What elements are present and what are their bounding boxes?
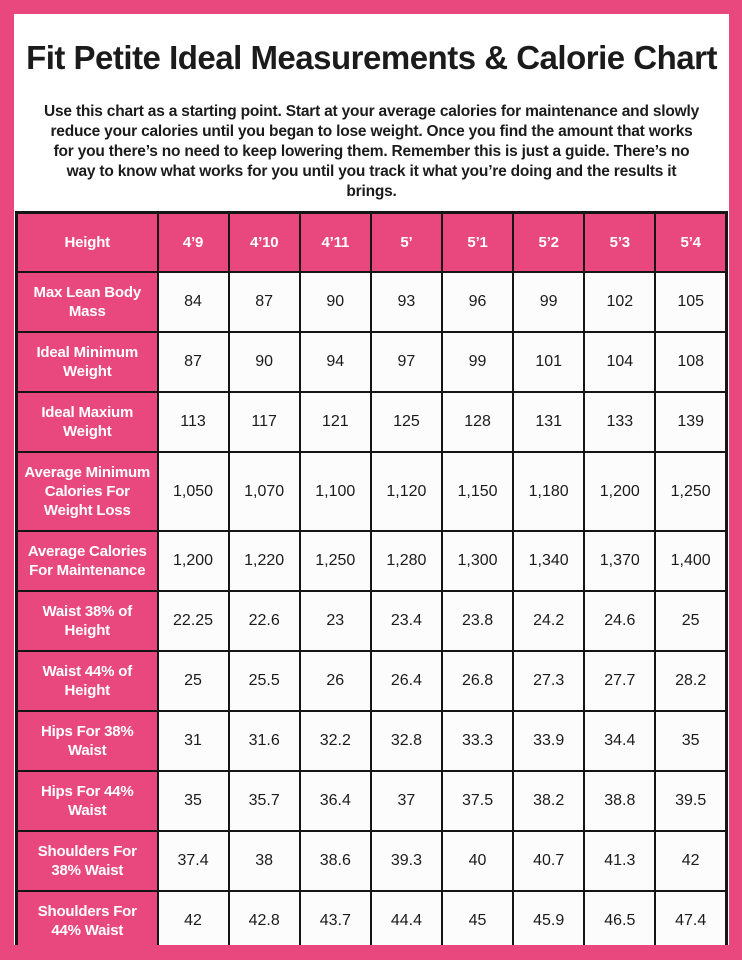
table-row	[17, 651, 727, 711]
row-label: Max Lean Body Mass	[17, 272, 158, 332]
data-cell: 99	[442, 332, 513, 392]
data-cell: 41.3	[584, 831, 655, 891]
data-cell: 1,120	[371, 452, 442, 531]
data-cell: 39.3	[371, 831, 442, 891]
data-cell: 97	[371, 332, 442, 392]
data-cell: 23.4	[371, 591, 442, 651]
data-cell: 27.3	[513, 651, 584, 711]
row-label: Average Minimum Calories For Weight Loss	[17, 452, 158, 531]
table-row	[17, 392, 727, 452]
data-cell: 45.9	[513, 891, 584, 945]
data-cell: 1,200	[584, 452, 655, 531]
data-cell: 26.4	[371, 651, 442, 711]
data-cell: 1,150	[442, 452, 513, 531]
data-cell: 26.8	[442, 651, 513, 711]
data-cell: 131	[513, 392, 584, 452]
header-cell: 4’11	[300, 213, 371, 273]
data-cell: 84	[158, 272, 229, 332]
row-label: Hips For 44% Waist	[17, 771, 158, 831]
table-row	[17, 332, 727, 392]
header-cell: 5’1	[442, 213, 513, 273]
data-cell: 37	[371, 771, 442, 831]
data-cell: 101	[513, 332, 584, 392]
page-title: Fit Petite Ideal Measurements & Calorie Chart	[26, 39, 717, 76]
header-cell: 5’2	[513, 213, 584, 273]
data-cell: 87	[158, 332, 229, 392]
table-row	[17, 891, 727, 945]
data-cell: 1,280	[371, 531, 442, 591]
data-cell: 38.2	[513, 771, 584, 831]
data-cell: 43.7	[300, 891, 371, 945]
data-cell: 38	[229, 831, 300, 891]
table-row	[17, 531, 727, 591]
data-cell: 35	[158, 771, 229, 831]
data-cell: 31.6	[229, 711, 300, 771]
data-cell: 33.9	[513, 711, 584, 771]
data-cell: 44.4	[371, 891, 442, 945]
data-cell: 31	[158, 711, 229, 771]
data-cell: 1,300	[442, 531, 513, 591]
data-cell: 128	[442, 392, 513, 452]
header-cell: 4’10	[229, 213, 300, 273]
data-cell: 1,370	[584, 531, 655, 591]
data-cell: 46.5	[584, 891, 655, 945]
data-cell: 90	[300, 272, 371, 332]
data-cell: 39.5	[655, 771, 726, 831]
data-cell: 1,200	[158, 531, 229, 591]
intro-paragraph: Use this chart as a starting point. Start at your average calories for maintenance and slowly reduce your calories until you began to lose weight. Once you find the amount that works for you there’s no need to keep lowering them. Remember this is just a guide. There’s no way to know what works for you until you track it what you’re doing and the results it brings.	[44, 103, 699, 200]
data-cell: 117	[229, 392, 300, 452]
chart-page	[14, 14, 729, 945]
data-cell: 1,250	[655, 452, 726, 531]
data-cell: 33.3	[442, 711, 513, 771]
row-label: Ideal Maxium Weight	[17, 392, 158, 452]
data-cell: 94	[300, 332, 371, 392]
data-cell: 37.4	[158, 831, 229, 891]
data-cell: 1,100	[300, 452, 371, 531]
data-cell: 90	[229, 332, 300, 392]
data-cell: 1,250	[300, 531, 371, 591]
data-cell: 25	[158, 651, 229, 711]
data-cell: 26	[300, 651, 371, 711]
data-cell: 42	[158, 891, 229, 945]
header-cell-height: Height	[17, 213, 158, 273]
data-cell: 40	[442, 831, 513, 891]
data-cell: 42	[655, 831, 726, 891]
table-row	[17, 831, 727, 891]
row-label: Shoulders For 38% Waist	[17, 831, 158, 891]
row-label: Waist 44% of Height	[17, 651, 158, 711]
data-cell: 38.6	[300, 831, 371, 891]
data-cell: 133	[584, 392, 655, 452]
data-cell: 1,180	[513, 452, 584, 531]
data-cell: 102	[584, 272, 655, 332]
table-row	[17, 711, 727, 771]
data-cell: 1,070	[229, 452, 300, 531]
data-cell: 24.2	[513, 591, 584, 651]
measurements-table	[15, 211, 728, 945]
data-cell: 1,220	[229, 531, 300, 591]
table-header-row	[17, 213, 727, 273]
data-cell: 125	[371, 392, 442, 452]
data-cell: 1,050	[158, 452, 229, 531]
data-cell: 27.7	[584, 651, 655, 711]
data-cell: 47.4	[655, 891, 726, 945]
data-cell: 34.4	[584, 711, 655, 771]
data-cell: 42.8	[229, 891, 300, 945]
data-cell: 108	[655, 332, 726, 392]
header-cell: 5’3	[584, 213, 655, 273]
data-cell: 104	[584, 332, 655, 392]
row-label: Average Calories For Maintenance	[17, 531, 158, 591]
data-cell: 96	[442, 272, 513, 332]
row-label: Shoulders For 44% Waist	[17, 891, 158, 945]
data-cell: 22.25	[158, 591, 229, 651]
header-cell: 4’9	[158, 213, 229, 273]
table-row	[17, 452, 727, 531]
data-cell: 22.6	[229, 591, 300, 651]
data-cell: 35.7	[229, 771, 300, 831]
header-cell: 5’	[371, 213, 442, 273]
data-cell: 93	[371, 272, 442, 332]
data-cell: 121	[300, 392, 371, 452]
data-cell: 38.8	[584, 771, 655, 831]
data-cell: 113	[158, 392, 229, 452]
table-row	[17, 591, 727, 651]
data-cell: 37.5	[442, 771, 513, 831]
data-cell: 1,400	[655, 531, 726, 591]
table-row	[17, 272, 727, 332]
data-cell: 25.5	[229, 651, 300, 711]
data-cell: 1,340	[513, 531, 584, 591]
data-cell: 28.2	[655, 651, 726, 711]
row-label: Waist 38% of Height	[17, 591, 158, 651]
data-cell: 40.7	[513, 831, 584, 891]
data-cell: 32.8	[371, 711, 442, 771]
row-label: Ideal Minimum Weight	[17, 332, 158, 392]
data-cell: 99	[513, 272, 584, 332]
header-cell: 5’4	[655, 213, 726, 273]
data-cell: 35	[655, 711, 726, 771]
data-cell: 24.6	[584, 591, 655, 651]
data-cell: 32.2	[300, 711, 371, 771]
table-row	[17, 771, 727, 831]
data-cell: 36.4	[300, 771, 371, 831]
data-cell: 23.8	[442, 591, 513, 651]
data-cell: 139	[655, 392, 726, 452]
data-cell: 45	[442, 891, 513, 945]
data-cell: 105	[655, 272, 726, 332]
data-cell: 25	[655, 591, 726, 651]
header-row	[17, 213, 727, 273]
table-body	[17, 272, 727, 945]
row-label: Hips For 38% Waist	[17, 711, 158, 771]
data-cell: 23	[300, 591, 371, 651]
data-cell: 87	[229, 272, 300, 332]
